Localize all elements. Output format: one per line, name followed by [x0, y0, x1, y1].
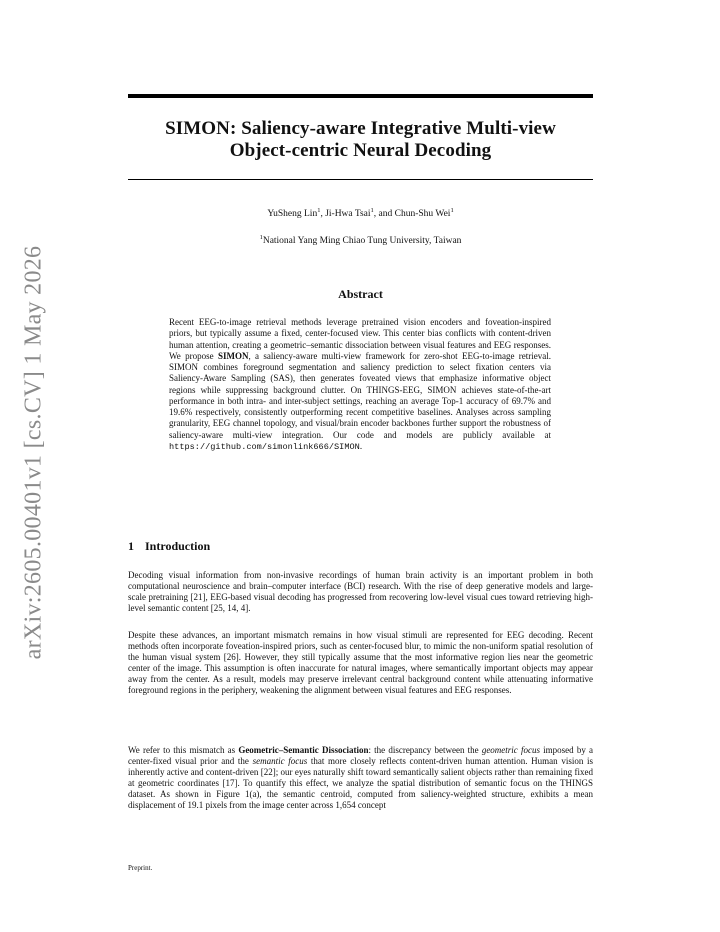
affiliation-marker: 1 — [370, 207, 374, 214]
abstract-end: . — [359, 440, 363, 451]
emphasized-term: semantic focus — [252, 756, 308, 766]
preprint-footer: Preprint. — [128, 864, 153, 872]
arxiv-identifier-text: arXiv:2605.00401v1 [cs.CV] 1 May 2026 — [20, 245, 47, 659]
term-definition: Geometric–Semantic Dissociation — [238, 745, 369, 755]
paragraph-text: imposed by a center-fixed visual prior and the — [128, 745, 594, 766]
code-link[interactable]: https://github.com/simonlink666/SIMON — [169, 441, 360, 452]
intro-paragraph-3 — [128, 745, 593, 811]
paragraph-text: that more closely reflects content-driven human attention. Human vision is inherently active and content-driven [22]; our eyes naturally shift toward semantically salient objects rather than remaining fixed at geometric coordinates [17]. To quantify this effect, we analyze the spatial distribution of semantic focus on the THINGS dataset. As shown in Figure 1(a), the semantic centroid, computed from saliency-weighted structure, exhibits a mean displacement of 19.1 pixels from the image center across 1,654 concept — [128, 756, 593, 810]
author-name: YuSheng Lin — [267, 209, 318, 219]
author-name: Chun-Shu Wei — [394, 209, 451, 219]
method-name: SIMON — [217, 350, 249, 361]
title-top-rule — [128, 94, 593, 98]
abstract-heading: Abstract — [338, 287, 383, 301]
section-title: Introduction — [145, 539, 211, 553]
affiliation-text: National Yang Ming Chiao Tung University, Taiwan — [262, 236, 462, 246]
paragraph-text: : the discrepancy between the — [368, 745, 482, 755]
abstract-text: , a saliency-aware multi-view framework for zero-shot EEG-to-image retrieval. SIMON combines foreground segmentation and saliency prediction to select fixation centers via Saliency-Aware Sampling (SAS), then generates foveated views that emphasize informative object regions while suppressing background clutter. On THINGS-EEG, SIMON achieves state-of-the-art performance in both intra- and inter-subject settings, reaching an average Top-1 accuracy of 69.7% and 19.6% respectively, consistently outperforming recent competitive baselines. Analyses across sampling granularity, EEG channel topology, and visual/brain encoder backbones further support the robustness of saliency-aware multi-view integration. Our code and models are publicly available at — [169, 350, 552, 440]
section-number: 1 — [128, 539, 134, 553]
author-list — [128, 208, 593, 220]
intro-paragraph-2: Despite these advances, an important mismatch remains in how visual stimuli are represented for EEG decoding. Recent methods often incorporate foveation-inspired priors, such as center-focused blur, to mimic the non-uniform spatial resolution of the human visual system [26]. However, they still typically assume that the most informative region lies near the geometric center of the image. This assumption is often inaccurate for natural images, where semantically important objects may appear away from the center. As a result, models may preserve irrelevant central background content while attenuating informative foreground regions in the periphery, weakening the alignment between visual features and EEG responses. — [128, 630, 593, 695]
paper-title — [128, 118, 593, 162]
paragraph-text: We refer to this mismatch as — [128, 745, 239, 755]
emphasized-term: geometric focus — [481, 745, 540, 755]
section-heading — [128, 539, 593, 553]
author-separator: , — [320, 209, 326, 219]
affiliation-marker: 1 — [259, 234, 263, 241]
abstract-text: Recent EEG-to-image retrieval methods leverage pretrained vision encoders and foveation-inspired priors, but typically assume a fixed, center-focused view. This center bias conflicts with content-driven human attention, creating a geometric–semantic dissociation between visual features and EEG responses. We propose — [169, 317, 551, 361]
title-line-2: Object-centric Neural Decoding — [229, 140, 492, 161]
title-line-1: SIMON: Saliency-aware Integrative Multi-view — [165, 118, 556, 139]
title-bottom-rule — [128, 179, 593, 180]
author-name: Ji-Hwa Tsai — [325, 209, 371, 219]
affiliation-marker: 1 — [450, 207, 454, 214]
arxiv-identifier-stamp — [14, 245, 54, 659]
intro-paragraph-1: Decoding visual information from non-invasive recordings of human brain activity is an important problem in both computational neuroscience and brain–computer interface (BCI) research. With the rise of deep generative models and large-scale pretraining [21], EEG-based visual decoding has progressed from recovering low-level visual cues toward retrieving high-level semantic content [25, 14, 4]. — [128, 570, 593, 613]
affiliation-marker: 1 — [317, 207, 321, 214]
abstract-body — [169, 317, 551, 453]
author-separator: , and — [373, 209, 395, 219]
affiliation — [128, 235, 593, 247]
